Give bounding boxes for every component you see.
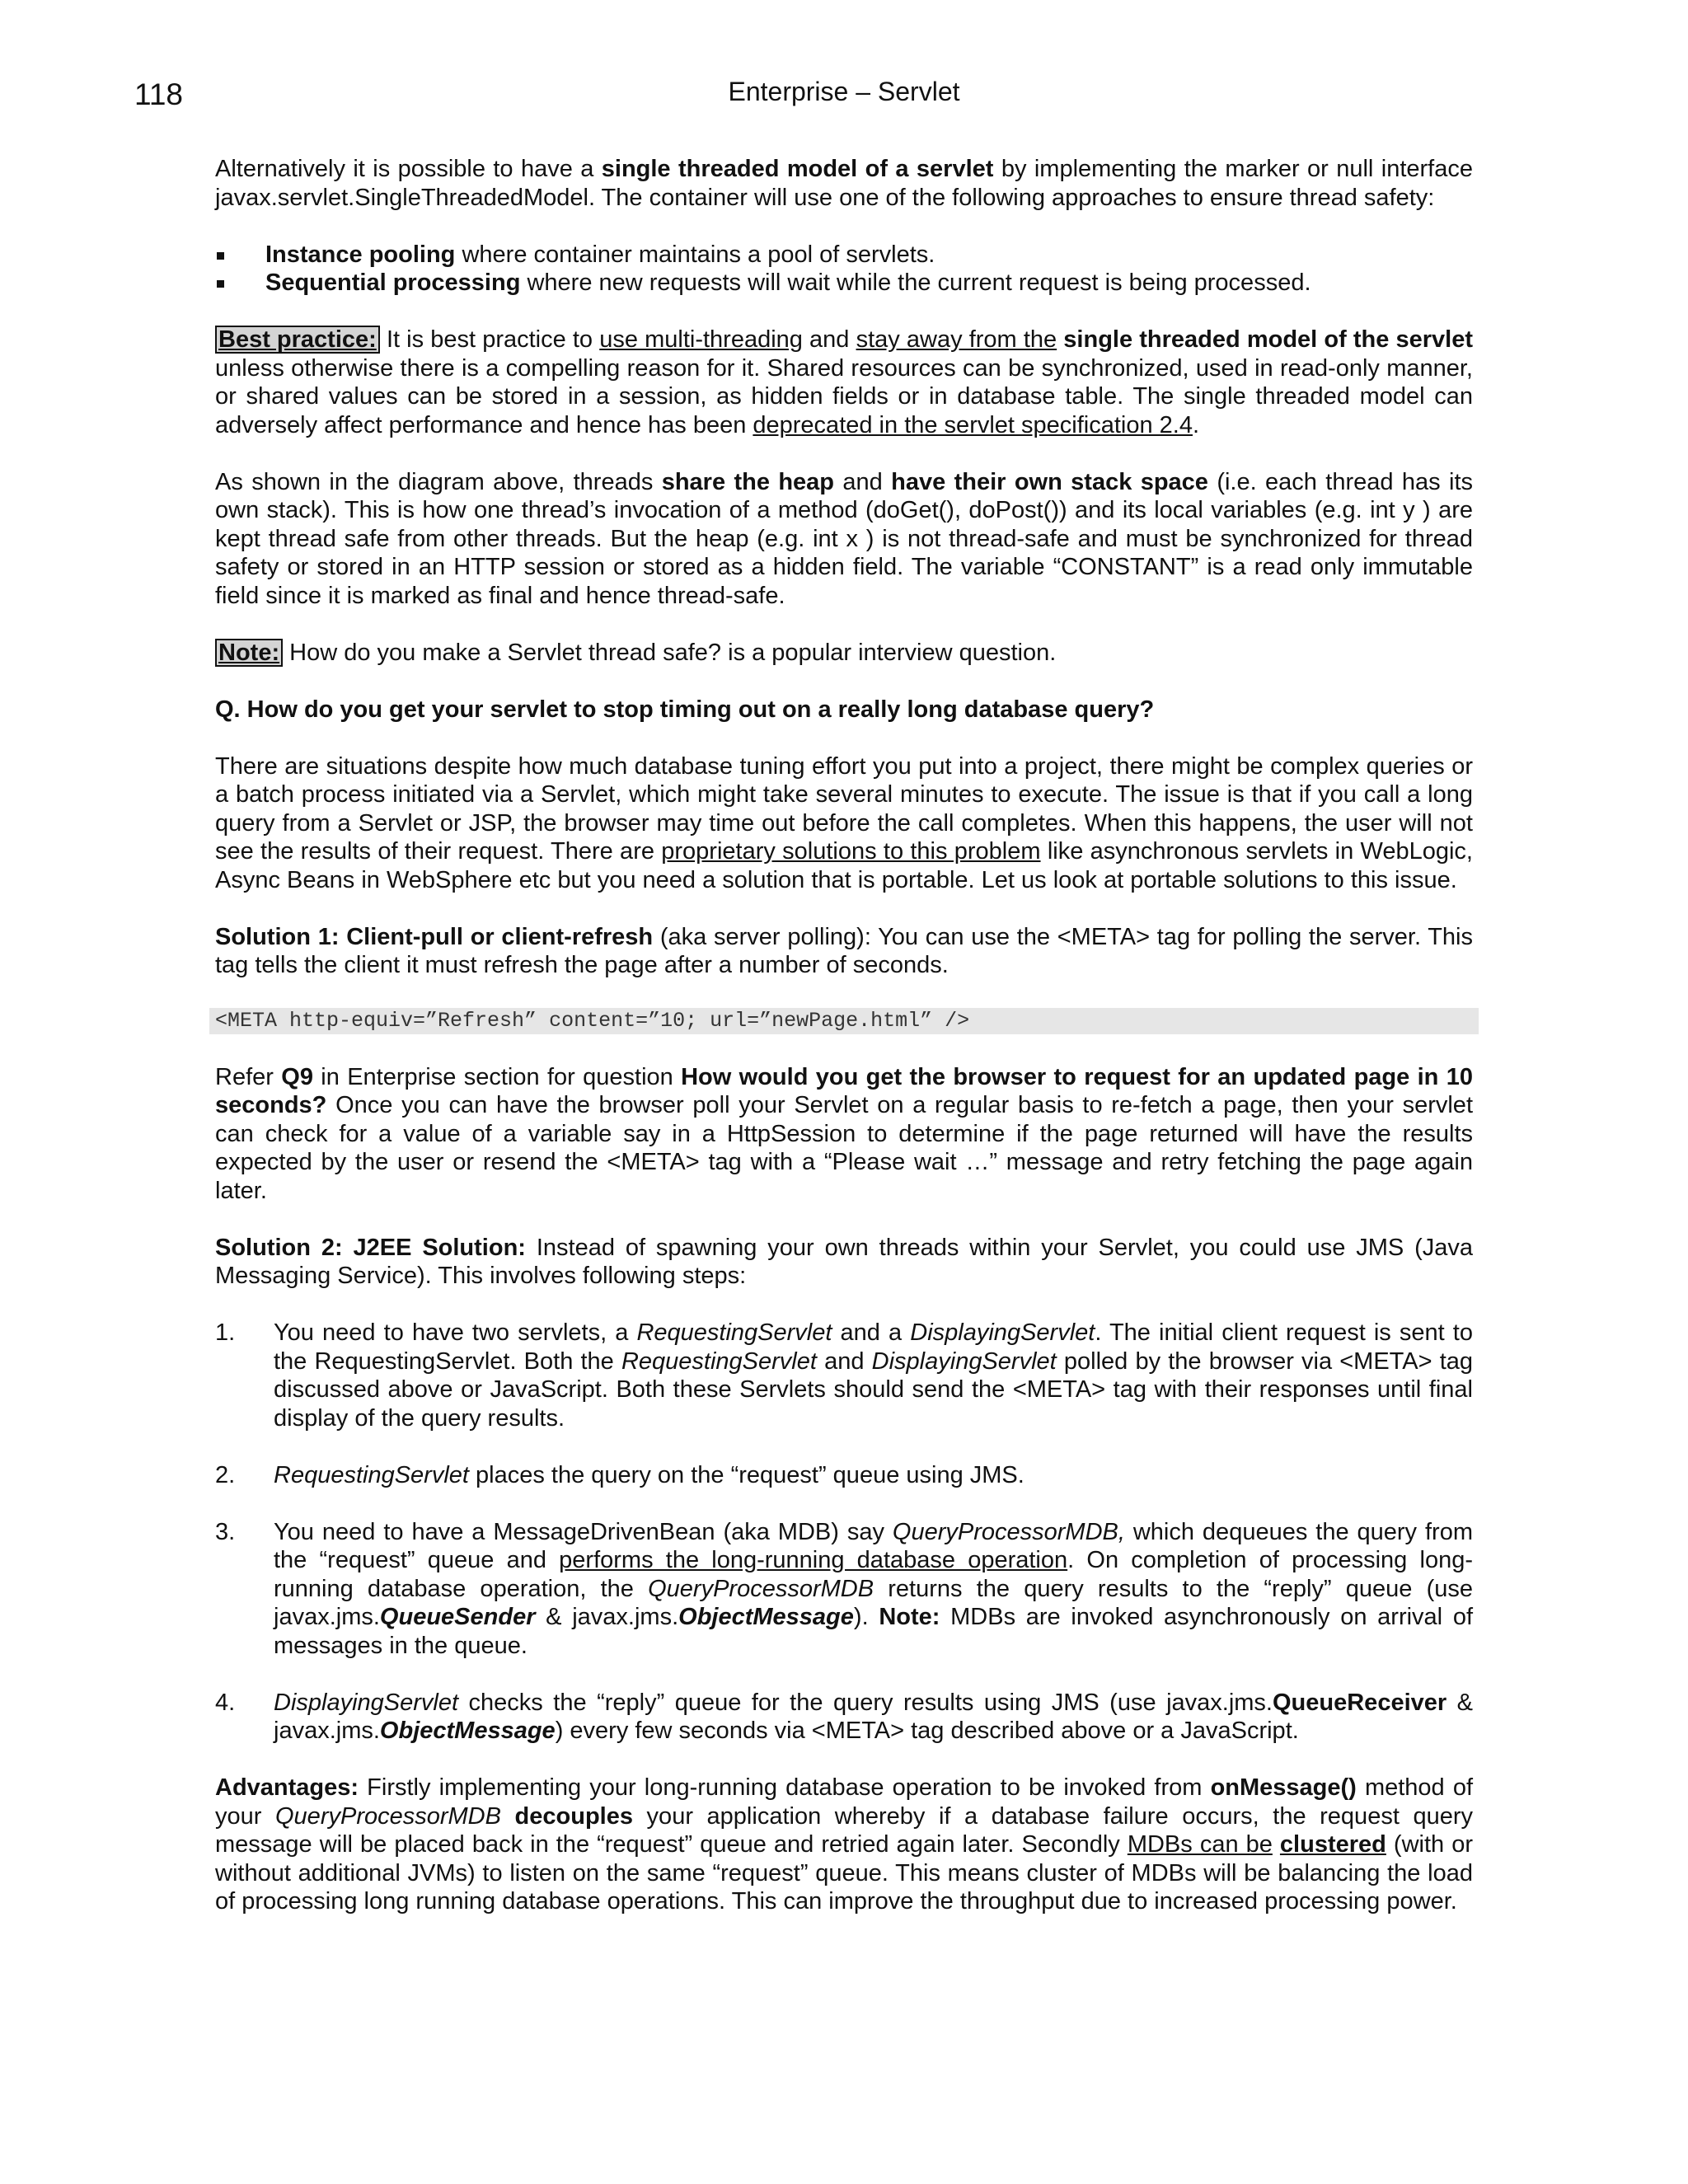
paragraph-advantages: Advantages: Firstly implementing your long-running database operation to be invoked from onMessage() method of your QueryProcessorMDB decouples your application whereby if a database failure occurs, the request query message will be placed back in the “request” queue and retried again later. Secondly MDBs can be clustered (with or without additional JVMs) to listen on the same “request” queue. This means cluster of MDBs will be balancing the load of processing long running database operations. This can improve the throughput due to increased processing power. [215, 1774, 1474, 1915]
paragraph-long-query-problem: There are situations despite how much database tuning effort you put into a project, there might be complex queries or a batch process initiated via a Servlet, which might take several minutes to execute. The issue is that if you call a long query from a Servlet or JSP, the browser may time out before the call completes. When this happens, the user will not see the results of their request. There are proprietary solutions to this problem like asynchronous servlets in WebLogic, Async Beans in WebSphere etc but you need a solution that is portable. Let us look at portable solutions to this issue. [215, 752, 1473, 893]
paragraph-best-practice: Best practice: It is best practice to use multi-threading and stay away from the single threaded model of the servlet unless otherwise there is a compelling reason for it. Shared resources can be synchronized, used in read-only manner, or shared values can be stored in a session, as hidden fields or in database table. The single threaded model can adversely affect performance and hence has been deprecated in the servlet specification 2.4. [215, 326, 1474, 438]
list-item: 4. DisplayingServlet checks the “reply” queue for the query results using JMS (use javax.jms.QueueReceiver & javax.jms.ObjectMessage) every few seconds via <META> tag described above or a JavaScript. [215, 1689, 1473, 1744]
list-item: 1. You need to have two servlets, a RequestingServlet and a DisplayingServlet. The initial client request is sent to the RequestingServlet. Both the RequestingServlet and DisplayingServlet polled by the browser via <META> tag discussed above or JavaScript. Both these Servlets should send the <META> tag with their responses until final display of the query results. [215, 1319, 1474, 1432]
paragraph-note: Note: How do you make a Servlet thread safe? is a popular interview question. [215, 639, 1473, 668]
running-header: Enterprise – Servlet [728, 77, 960, 106]
list-item: 3. You need to have a MessageDrivenBean (aka MDB) say QueryProcessorMDB, which dequeues the query from the “request” queue and performs the long-running database operation. On completion of processing long-running database operation, the QueryProcessorMDB returns the query results to the “reply” queue (use javax.jms.QueueSender & javax.jms.ObjectMessage). Note: MDBs are invoked asynchronously on arrival of messages in the queue. [215, 1518, 1474, 1659]
paragraph-refer-q9: Refer Q9 in Enterprise section for question How would you get the browser to request for an updated page in 10 seconds? Once you can have the browser poll your Servlet on a regular basis to re-fetch a page, then your servlet can check for a value of a variable say in a HttpSession to determine if the page returned will have the results expected by the user or resend the <META> tag with a “Please wait …” message and retry fetching the page again later. [215, 1063, 1473, 1204]
thread-safety-approaches-list [215, 241, 1473, 298]
list-item: Instance pooling where container maintains a pool of servlets. [215, 241, 1473, 269]
best-practice-label: Best practice: [215, 326, 380, 354]
code-block-meta-refresh: <META http-equiv=”Refresh” content=”10; url=”newPage.html” /> [209, 1008, 1479, 1034]
paragraph-solution-1: Solution 1: Client-pull or client-refresh (aka server polling): You can use the <META> tag for polling the server. This tag tells the client it must refresh the page after a number of seconds. [215, 923, 1473, 978]
page-number: 118 [134, 77, 183, 111]
question-heading: Q. How do you get your servlet to stop timing out on a really long database query? [215, 696, 1155, 723]
note-label: Note: [215, 639, 283, 667]
page-body [215, 155, 1473, 1944]
paragraph-heap-and-stack: As shown in the diagram above, threads share the heap and have their own stack space (i.e. each thread has its own stack). This is how one thread’s invocation of a method (doGet(), doPost()) and its local variables (e.g. int y ) are kept thread safe from other threads. But the heap (e.g. int x ) is not thread-safe and must be synchronized for thread safety or stored in an HTTP session or stored as a hidden field. The variable “CONSTANT” is a read only immutable field since it is marked as final and hence thread-safe. [215, 468, 1474, 609]
list-item: 2. RequestingServlet places the query on the “request” queue using JMS. [215, 1461, 1025, 1488]
paragraph-single-threaded-model: Alternatively it is possible to have a single threaded model of a servlet by implementing the marker or null interface javax.servlet.SingleThreadedModel. The container will use one of the following approaches to ensure thread safety: [215, 156, 1473, 211]
jms-steps-list [215, 1319, 1473, 1746]
list-item: Sequential processing where new requests will wait while the current request is being processed. [215, 269, 1473, 298]
paragraph-solution-2: Solution 2: J2EE Solution: Instead of spawning your own threads within your Servlet, you could use JMS (Java Messaging Service). This involves following steps: [215, 1234, 1474, 1289]
